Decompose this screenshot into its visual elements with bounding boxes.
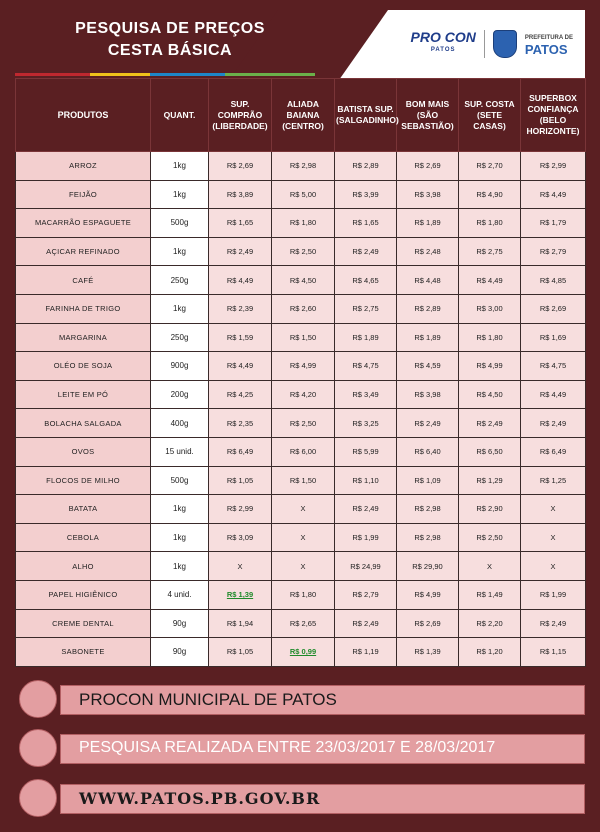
price-cell: R$ 1,19 (335, 638, 397, 667)
price-cell: R$ 1,50 (272, 323, 335, 352)
price-cell: R$ 2,99 (209, 495, 272, 524)
price-cell: R$ 2,49 (335, 609, 397, 638)
footer-bar-procon (60, 685, 585, 715)
price-cell: R$ 2,89 (397, 294, 459, 323)
price-cell: R$ 3,09 (209, 523, 272, 552)
price-cell: R$ 1,80 (459, 209, 521, 238)
price-cell: X (521, 495, 586, 524)
header (15, 10, 585, 78)
title-line-1: PESQUISA DE PREÇOS (75, 20, 265, 37)
price-cell: R$ 1,99 (335, 523, 397, 552)
product-quantity: 90g (151, 609, 209, 638)
price-cell: R$ 24,99 (335, 552, 397, 581)
price-cell: R$ 4,49 (521, 380, 586, 409)
price-cell: R$ 1,49 (459, 580, 521, 609)
product-name: CAFÉ (16, 266, 151, 295)
price-cell: R$ 1,10 (335, 466, 397, 495)
price-cell: R$ 4,99 (272, 352, 335, 381)
header-quant: QUANT. (151, 79, 209, 152)
price-cell: R$ 4,99 (459, 352, 521, 381)
price-cell: R$ 1,94 (209, 609, 272, 638)
price-cell: R$ 1,20 (459, 638, 521, 667)
price-cell: R$ 1,39 (397, 638, 459, 667)
product-name: SABONETE (16, 638, 151, 667)
footer-bar-url (60, 784, 585, 814)
circle-bullet (19, 729, 57, 767)
product-quantity: 250g (151, 266, 209, 295)
price-cell: R$ 2,70 (459, 152, 521, 181)
price-cell: R$ 4,49 (209, 266, 272, 295)
product-quantity: 200g (151, 380, 209, 409)
price-cell: R$ 2,90 (459, 495, 521, 524)
price-cell: R$ 2,75 (335, 294, 397, 323)
footer-procon-text: PROCON MUNICIPAL DE PATOS (79, 690, 337, 709)
product-name: FLOCOS DE MILHO (16, 466, 151, 495)
title-line-2: CESTA BÁSICA (107, 42, 233, 59)
table-row (16, 152, 586, 181)
price-cell: R$ 4,99 (397, 580, 459, 609)
price-cell: R$ 1,05 (209, 638, 272, 667)
price-cell: R$ 2,98 (397, 495, 459, 524)
price-cell: R$ 4,75 (521, 352, 586, 381)
header-store: SUPERBOX CONFIANÇA (BELO HORIZONTE) (521, 79, 586, 152)
price-cell: X (521, 552, 586, 581)
footer (15, 670, 585, 822)
price-cell: R$ 4,50 (272, 266, 335, 295)
price-cell: R$ 1,65 (209, 209, 272, 238)
price-cell: R$ 1,05 (209, 466, 272, 495)
table-row (16, 523, 586, 552)
price-cell: X (209, 552, 272, 581)
product-quantity: 1kg (151, 237, 209, 266)
price-cell: R$ 6,49 (209, 437, 272, 466)
price-cell: R$ 2,99 (521, 152, 586, 181)
price-cell: R$ 29,90 (397, 552, 459, 581)
best-price-cell: R$ 0,99 (272, 638, 335, 667)
price-cell: R$ 1,80 (459, 323, 521, 352)
price-cell: X (272, 523, 335, 552)
price-cell: R$ 2,48 (397, 237, 459, 266)
footer-bar-date (60, 734, 585, 764)
product-name: OVOS (16, 437, 151, 466)
price-cell: R$ 6,49 (521, 437, 586, 466)
table-row (16, 237, 586, 266)
price-cell: R$ 2,50 (459, 523, 521, 552)
price-cell: R$ 2,69 (397, 152, 459, 181)
header-store: BATISTA SUP. (SALGADINHO) (335, 79, 397, 152)
table-header-row (16, 79, 586, 152)
product-name: CREME DENTAL (16, 609, 151, 638)
table-row (16, 380, 586, 409)
table-row (16, 266, 586, 295)
price-cell: X (272, 495, 335, 524)
product-name: ALHO (16, 552, 151, 581)
price-cell: R$ 1,59 (209, 323, 272, 352)
table-row (16, 437, 586, 466)
price-cell: R$ 3,49 (335, 380, 397, 409)
color-stripes (15, 73, 315, 76)
product-quantity: 90g (151, 638, 209, 667)
product-name: FEIJÃO (16, 180, 151, 209)
price-cell: R$ 4,59 (397, 352, 459, 381)
product-quantity: 4 unid. (151, 580, 209, 609)
price-cell: X (459, 552, 521, 581)
logos (411, 30, 573, 58)
best-price-cell: R$ 1,39 (209, 580, 272, 609)
table-row (16, 609, 586, 638)
price-cell: R$ 1,29 (459, 466, 521, 495)
price-cell: R$ 1,79 (521, 209, 586, 238)
price-cell: R$ 3,99 (335, 180, 397, 209)
price-cell: R$ 4,75 (335, 352, 397, 381)
price-cell: R$ 2,75 (459, 237, 521, 266)
price-cell: R$ 4,85 (521, 266, 586, 295)
product-name: BOLACHA SALGADA (16, 409, 151, 438)
price-cell: R$ 2,49 (521, 609, 586, 638)
product-quantity: 1kg (151, 523, 209, 552)
header-store: SUP. COSTA (SETE CASAS) (459, 79, 521, 152)
product-quantity: 500g (151, 209, 209, 238)
product-quantity: 1kg (151, 495, 209, 524)
product-quantity: 1kg (151, 294, 209, 323)
price-cell: R$ 4,65 (335, 266, 397, 295)
price-cell: R$ 3,98 (397, 180, 459, 209)
price-cell: R$ 2,79 (335, 580, 397, 609)
header-produtos: PRODUTOS (16, 79, 151, 152)
price-cell: R$ 1,99 (521, 580, 586, 609)
price-cell: R$ 2,49 (335, 237, 397, 266)
price-cell: R$ 4,20 (272, 380, 335, 409)
price-cell: R$ 2,49 (521, 409, 586, 438)
page-title (55, 18, 285, 62)
price-cell: R$ 2,65 (272, 609, 335, 638)
product-quantity: 1kg (151, 552, 209, 581)
price-cell: R$ 2,39 (209, 294, 272, 323)
price-cell: R$ 2,50 (272, 237, 335, 266)
product-name: FARINHA DE TRIGO (16, 294, 151, 323)
table-body (16, 152, 586, 667)
table-row (16, 552, 586, 581)
price-cell: R$ 2,79 (521, 237, 586, 266)
product-quantity: 250g (151, 323, 209, 352)
product-name: MARGARINA (16, 323, 151, 352)
price-cell: R$ 4,50 (459, 380, 521, 409)
price-cell: R$ 2,49 (335, 495, 397, 524)
product-quantity: 1kg (151, 152, 209, 181)
product-name: PAPEL HIGIÊNICO (16, 580, 151, 609)
price-cell: R$ 1,80 (272, 580, 335, 609)
price-cell: R$ 4,49 (521, 180, 586, 209)
table-row (16, 180, 586, 209)
price-cell: R$ 1,15 (521, 638, 586, 667)
price-cell: R$ 6,00 (272, 437, 335, 466)
table-row (16, 209, 586, 238)
price-cell: R$ 1,69 (521, 323, 586, 352)
price-cell: R$ 2,89 (335, 152, 397, 181)
product-name: ARROZ (16, 152, 151, 181)
price-cell: R$ 3,89 (209, 180, 272, 209)
price-cell: R$ 1,50 (272, 466, 335, 495)
price-cell: R$ 1,65 (335, 209, 397, 238)
table-row (16, 352, 586, 381)
price-cell: R$ 4,49 (459, 266, 521, 295)
price-cell: R$ 3,25 (335, 409, 397, 438)
price-cell: R$ 1,89 (397, 209, 459, 238)
product-name: AÇICAR REFINADO (16, 237, 151, 266)
price-cell: R$ 3,98 (397, 380, 459, 409)
price-cell: R$ 2,50 (272, 409, 335, 438)
price-cell: R$ 6,50 (459, 437, 521, 466)
prefeitura-logo: PREFEITURA DE PATOS (524, 35, 573, 57)
table-row (16, 580, 586, 609)
table-row (16, 495, 586, 524)
price-cell: R$ 2,20 (459, 609, 521, 638)
footer-date-text: PESQUISA REALIZADA ENTRE 23/03/2017 E 28/03/2017 (79, 739, 496, 756)
product-quantity: 500g (151, 466, 209, 495)
price-cell: R$ 2,60 (272, 294, 335, 323)
price-cell: R$ 2,49 (209, 237, 272, 266)
price-cell: R$ 4,25 (209, 380, 272, 409)
product-quantity: 1kg (151, 180, 209, 209)
price-cell: R$ 2,98 (272, 152, 335, 181)
price-cell: R$ 1,89 (335, 323, 397, 352)
header-store: SUP. COMPRÃO (LIBERDADE) (209, 79, 272, 152)
price-cell: R$ 4,48 (397, 266, 459, 295)
price-cell: R$ 3,00 (459, 294, 521, 323)
table-row (16, 323, 586, 352)
product-quantity: 900g (151, 352, 209, 381)
price-table (15, 78, 586, 667)
price-cell: R$ 2,69 (209, 152, 272, 181)
price-cell: R$ 6,40 (397, 437, 459, 466)
price-cell: R$ 2,69 (521, 294, 586, 323)
product-quantity: 15 unid. (151, 437, 209, 466)
product-name: OLÉO DE SOJA (16, 352, 151, 381)
price-cell: R$ 2,69 (397, 609, 459, 638)
price-cell: R$ 1,25 (521, 466, 586, 495)
footer-url-text: WWW.PATOS.PB.GOV.BR (79, 789, 321, 808)
price-cell: R$ 2,49 (459, 409, 521, 438)
price-cell: R$ 5,99 (335, 437, 397, 466)
price-table-container (15, 78, 585, 664)
product-name: BATATA (16, 495, 151, 524)
price-cell: X (521, 523, 586, 552)
price-cell: R$ 1,80 (272, 209, 335, 238)
table-row (16, 294, 586, 323)
circle-bullet (19, 680, 57, 718)
price-cell: R$ 1,89 (397, 323, 459, 352)
header-store: ALIADA BAIANA (CENTRO) (272, 79, 335, 152)
table-row (16, 466, 586, 495)
price-cell: R$ 2,98 (397, 523, 459, 552)
circle-bullet (19, 779, 57, 817)
price-cell: R$ 4,49 (209, 352, 272, 381)
logo-divider (484, 30, 485, 58)
price-cell: R$ 2,49 (397, 409, 459, 438)
table-row (16, 638, 586, 667)
product-quantity: 400g (151, 409, 209, 438)
price-cell: R$ 1,09 (397, 466, 459, 495)
product-name: LEITE EM PÓ (16, 380, 151, 409)
city-crest-icon (493, 30, 517, 58)
procon-logo: PRO CON PATOS (410, 29, 476, 53)
price-cell: R$ 5,00 (272, 180, 335, 209)
price-cell: R$ 2,35 (209, 409, 272, 438)
price-cell: X (272, 552, 335, 581)
product-name: CEBOLA (16, 523, 151, 552)
product-name: MACARRÃO ESPAGUETE (16, 209, 151, 238)
header-store: BOM MAIS (SÃO SEBASTIÃO) (397, 79, 459, 152)
price-cell: R$ 4,90 (459, 180, 521, 209)
table-row (16, 409, 586, 438)
